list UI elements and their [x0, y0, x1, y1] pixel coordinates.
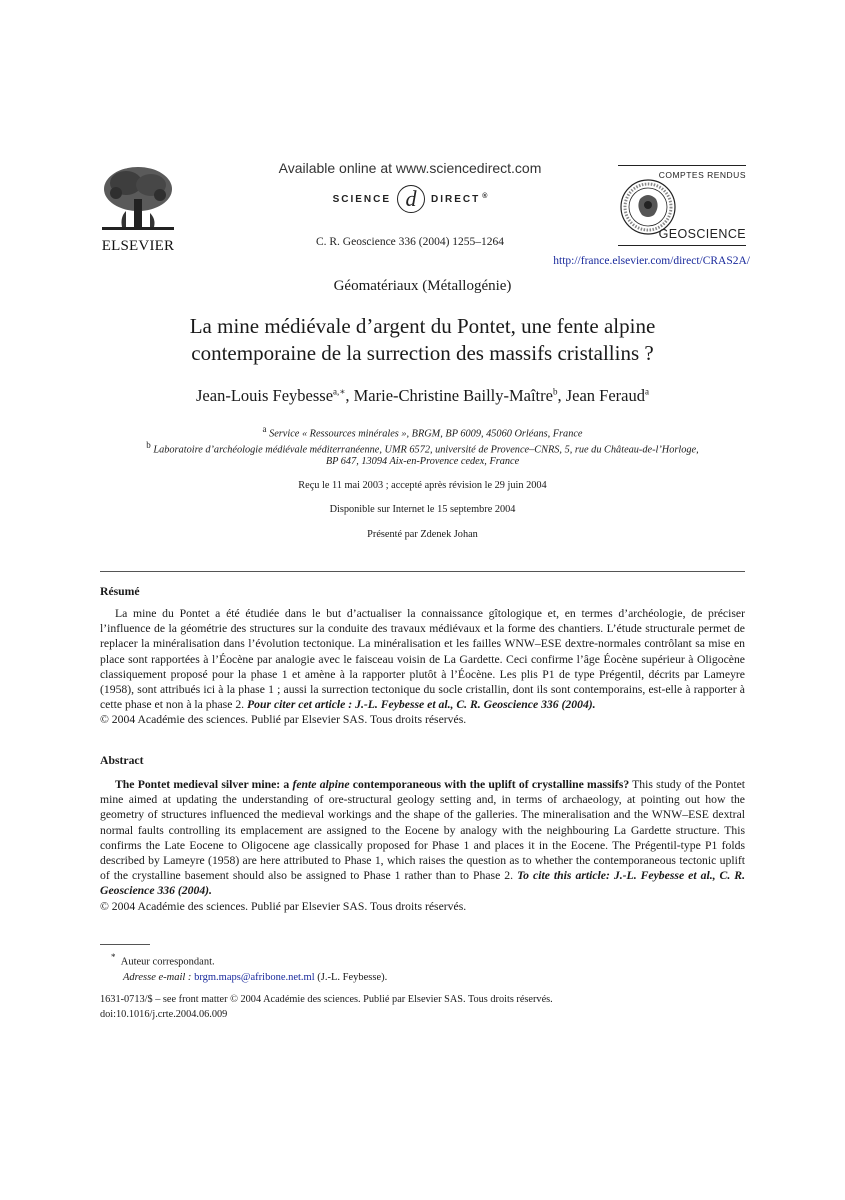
registered-mark: ® — [482, 192, 488, 200]
journal-reference: C. R. Geoscience 336 (2004) 1255–1264 — [315, 236, 505, 248]
author-name: Marie-Christine Bailly-Maître — [353, 386, 553, 405]
author-affiliation-mark: b — [552, 386, 558, 397]
journal-url-link[interactable]: http://france.elsevier.com/direct/CRAS2A/ — [553, 255, 750, 267]
title-line-2: contemporaine de la surrection des massifs cristallins ? — [191, 341, 654, 365]
divider — [618, 165, 746, 166]
abstract-body — [100, 777, 745, 914]
author-affiliation-mark: a — [644, 386, 649, 397]
author-affiliation-mark: a,∗ — [333, 386, 346, 397]
affiliation-b-line-2: BP 647, 13094 Aix-en-Provence cedex, France — [325, 456, 520, 467]
abstract-heading: Abstract — [100, 754, 144, 767]
doi-line: doi:10.1016/j.crte.2004.06.009 — [100, 1009, 228, 1020]
abstract-text: This study of the Pontet mine aimed at updating the understanding of ore-structural geology setting and, in terms of archaeology, at pointing out how the geometry of structures influenced the medieval workings and the shape of the galleries. The mineralisation and the WNW–ESE dextral normal faults controlling its emplacement are assigned to the Eocene by analogy with the neighbouring La Gardette structure. This confirms the Late Eocene to Oligocene age classically proposed for Phase 1 and places it in the Eocene. The Prégentil-type P1 folds described by Lameyre (1958) are here attributed to Phase 1, which raises the question as to whether the contemporaneous tectonic uplift of the crystalline basement should also be assigned to Phase 1 rather than to Phase 2. — [100, 778, 746, 883]
journal-name-geoscience: GEOSCIENCE — [658, 227, 746, 241]
online-date: Disponible sur Internet le 15 septembre 2004 — [329, 504, 516, 515]
elsevier-logo — [96, 163, 180, 253]
affiliation-text: Laboratoire d’archéologie médiévale méditerranéenne, UMR 6572, université de Provence–CNRS, 5, rue du Château-de-l’Horloge, — [153, 444, 699, 456]
received-date: Reçu le 11 mai 2003 ; accepté après révision le 29 juin 2004 — [298, 480, 547, 491]
affiliation-a — [100, 424, 745, 439]
title-line-1: La mine médiévale d’argent du Pontet, une fente alpine — [189, 314, 656, 338]
sd-right-word: DIRECT — [431, 193, 481, 205]
abstract-citation: To cite this article: J.-L. Feybesse et al., C. R. Geoscience 336 (2004). — [100, 869, 746, 898]
resume-text: La mine du Pontet a été étudiée dans le but d’actualiser la connaissance gîtologique et, en termes d’archéologie, de préciser l’influence de la géométrie des structures sur la conduite des travaux médiévaux et la forme des chantiers. L’étude structurale permet de replacer la minéralisation dans l’évolution tectonique. La minéralisation et les failles WNW–ESE dextre-normales contrôlant sa mise en place sont rapportées à l’Éocène par analogie avec le faisceau voisin de La Gardette. Ceci confirme l’âge Éocène supérieur à Oligocène classiquement proposé pour la phase 1 et amène à la rapporter plutôt à l’Éocène. Les plis P1 de type Prégentil, décrits par Lameyre (1958), sont attribués ici à la phase 1 ; aussi la surrection tectonique du socle cristallin, dont ils sont contemporains, est-elle à rapporter à cette phase et non à la phase 2. — [100, 607, 745, 712]
divider — [618, 245, 746, 246]
issn-line: 1631-0713/$ – see front matter © 2004 Académie des sciences. Publié par Elsevier SAS. Tous droits réservés. — [100, 994, 553, 1005]
presented-by: Présenté par Zdenek Johan — [367, 529, 478, 540]
section-heading: Géomatériaux (Métallogénie) — [333, 278, 512, 294]
affiliation-b — [100, 440, 745, 455]
abstract-copyright: © 2004 Académie des sciences. Publié par Elsevier SAS. Tous droits réservés. — [100, 899, 467, 913]
author-list — [100, 386, 745, 406]
author-separator: , — [557, 386, 566, 405]
available-online-text: Available online at www.sciencedirect.com — [278, 160, 542, 176]
author-separator: , — [345, 386, 354, 405]
footnote-divider — [100, 944, 150, 945]
footnote-email-label: Adresse e-mail : — [123, 971, 192, 983]
affiliation-label: a — [262, 424, 267, 434]
footnote-mark: * — [111, 952, 116, 962]
journal-series-title: COMPTES RENDUS — [658, 170, 746, 180]
author-email-link[interactable]: brgm.maps@afribone.net.ml — [194, 971, 315, 983]
footnote-author: Auteur correspondant. — [120, 956, 215, 968]
abstract-title-italic: fente alpine — [292, 778, 350, 791]
abstract-title-end: contemporaneous with the uplift of crystalline massifs? — [349, 778, 630, 791]
article-title — [100, 313, 745, 367]
publisher-name: ELSEVIER — [101, 238, 175, 254]
resume-citation: Pour citer cet article : J.-L. Feybesse et al., C. R. Geoscience 336 (2004). — [247, 698, 596, 712]
comptes-rendus-logo — [618, 165, 746, 247]
resume-copyright: © 2004 Académie des sciences. Publié par Elsevier SAS. Tous droits réservés. — [100, 713, 467, 727]
affiliation-text: Service « Ressources minérales », BRGM, BP 6009, 45060 Orléans, France — [269, 428, 583, 440]
resume-heading: Résumé — [100, 585, 140, 598]
affiliation-label: b — [146, 440, 151, 450]
author-name: Jean-Louis Feybesse — [196, 386, 334, 405]
abstract-title: The Pontet medieval silver mine: a — [115, 778, 293, 791]
footnote-email-suffix: (J.-L. Feybesse). — [314, 971, 388, 983]
divider — [100, 571, 745, 572]
author-name: Jean Feraud — [565, 386, 645, 405]
elsevier-tree-icon — [96, 163, 180, 235]
resume-body — [100, 606, 745, 728]
front-matter — [100, 992, 553, 1022]
sd-mark-icon: d — [397, 185, 425, 213]
sciencedirect-logo — [290, 184, 530, 214]
footnote — [111, 950, 387, 985]
sd-left-word: SCIENCE — [332, 193, 392, 205]
